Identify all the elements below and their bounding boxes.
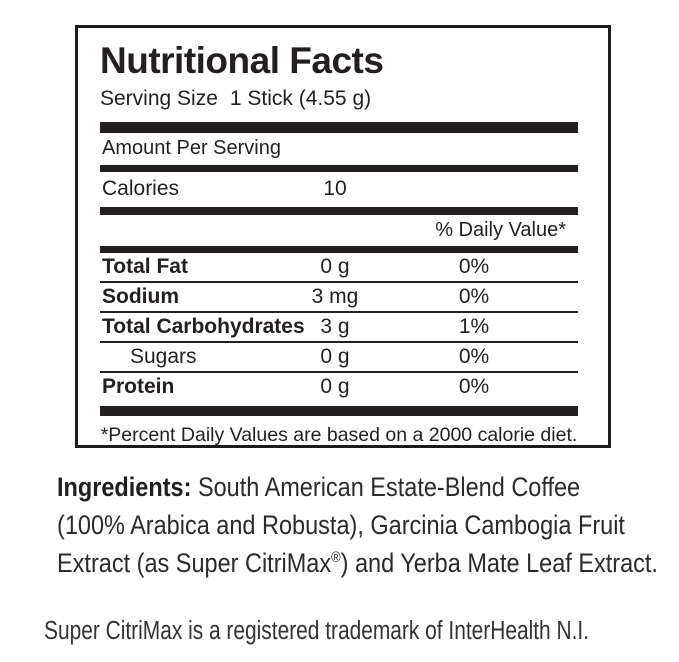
nutrient-row-protein — [100, 373, 578, 401]
trademark-note: Super CitriMax is a registered trademark of InterHealth N.I. — [44, 617, 590, 645]
nutrient-amount: 3 g — [320, 314, 350, 338]
calories-label: Calories — [102, 176, 180, 200]
divider-thick-bottom — [100, 406, 578, 416]
nutrient-label: Sodium — [102, 284, 179, 308]
daily-value-header: % Daily Value* — [435, 218, 566, 241]
nutrient-daily-value: 0% — [458, 344, 490, 368]
nutrient-daily-value: 0% — [458, 284, 490, 308]
nutrient-label: Sugars — [130, 344, 197, 368]
divider-under-dv-header — [100, 246, 578, 253]
ingredients-paragraph — [57, 468, 657, 582]
calories-value: 10 — [323, 176, 347, 200]
panel-title: Nutritional Facts — [100, 40, 384, 81]
nutrient-amount: 0 g — [320, 374, 350, 398]
nutrient-row-total-fat — [100, 253, 578, 281]
nutrient-daily-value: 0% — [458, 254, 490, 278]
nutrient-amount: 0 g — [320, 254, 350, 278]
ingredients-line-1 — [57, 468, 657, 506]
registered-trademark-symbol: ® — [331, 550, 341, 566]
nutrient-amount: 3 mg — [311, 284, 359, 308]
serving-size-line — [100, 86, 578, 112]
nutrient-label: Total Carbohydrates — [102, 314, 305, 338]
serving-size-value: 1 Stick (4.55 g) — [229, 86, 372, 110]
amount-per-serving-label: Amount Per Serving — [102, 136, 281, 159]
nutrient-label: Protein — [102, 374, 175, 398]
nutrition-facts-panel — [75, 25, 611, 448]
nutrient-daily-value: 0% — [458, 374, 490, 398]
ingredients-line-3 — [57, 544, 657, 582]
nutrient-row-sodium — [100, 283, 578, 311]
serving-size-label: Serving Size — [100, 86, 218, 110]
nutrient-row-sugars — [100, 343, 578, 371]
daily-value-footnote: *Percent Daily Values are based on a 2000 calorie diet. — [100, 423, 578, 446]
nutrition-facts-content — [78, 28, 608, 453]
ingredients-line-3-pre: Extract (as Super CitriMax — [57, 548, 332, 578]
nutrient-amount: 0 g — [320, 344, 350, 368]
nutrient-label: Total Fat — [102, 254, 188, 278]
nutrient-daily-value: 1% — [458, 314, 490, 338]
divider-under-calories — [100, 207, 578, 215]
divider-thick-top — [100, 122, 578, 133]
ingredients-line-1-text: South American Estate-Blend Coffee — [191, 472, 581, 502]
divider-under-amount-per-serving — [100, 165, 578, 172]
ingredients-label: Ingredients: — [57, 472, 192, 502]
calories-row — [100, 172, 578, 207]
ingredients-line-2: (100% Arabica and Robusta), Garcinia Cambogia Fruit — [57, 510, 625, 540]
nutrient-row-total-carbohydrates — [100, 313, 578, 341]
ingredients-line-3-post: ) and Yerba Mate Leaf Extract. — [340, 548, 658, 578]
